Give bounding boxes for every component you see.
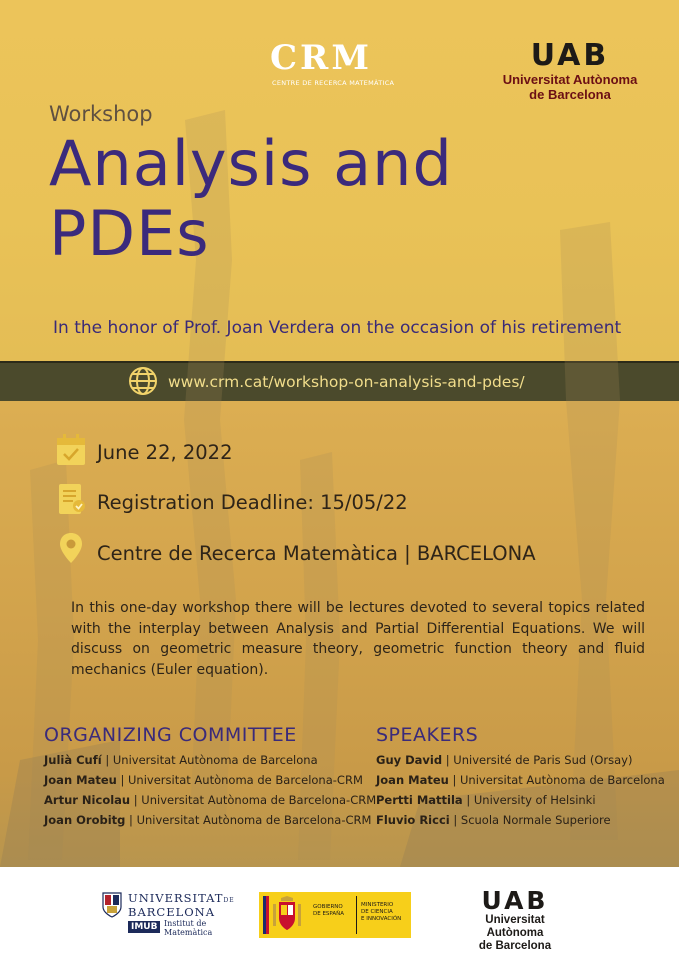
ub-crest-icon bbox=[102, 892, 122, 918]
ub-imub-logo bbox=[100, 888, 235, 944]
list-item bbox=[376, 790, 665, 810]
organizing-committee-heading: ORGANIZING COMMITTEE bbox=[44, 724, 297, 746]
title-line-2: PDEs bbox=[49, 197, 210, 270]
member-affiliation: | Universitat Autònoma de Barcelona bbox=[101, 753, 318, 767]
workshop-title bbox=[49, 127, 609, 270]
crm-wordmark: CRM bbox=[270, 38, 372, 78]
list-item bbox=[44, 810, 376, 830]
registration-deadline: Registration Deadline: 15/05/22 bbox=[97, 491, 408, 514]
registration-form-icon bbox=[55, 482, 87, 516]
imub-line2: Matemàtica bbox=[164, 928, 213, 937]
ub-name-line2: BARCELONA bbox=[128, 905, 216, 919]
ministerio-line1: MINISTERIO bbox=[361, 902, 394, 908]
list-item bbox=[44, 750, 376, 770]
calendar-icon bbox=[55, 433, 87, 467]
ministerio-line2: DE CIENCIA bbox=[361, 909, 393, 915]
gobierno-line2: DE ESPAÑA bbox=[313, 911, 345, 917]
gobierno-line1: GOBIERNO bbox=[313, 904, 343, 910]
workshop-description: In this one-day workshop there will be lectures devoted to several topics related with the interplay between Analysis and Partial Differential Equations. We will discuss on geometric measure theory, geometric function theory and fluid mechanics (Euler equation). bbox=[71, 600, 645, 678]
ub-name-line1: UNIVERSITAT bbox=[128, 891, 224, 905]
spain-coat-of-arms-icon bbox=[263, 896, 305, 934]
uab-logo-header bbox=[495, 40, 645, 102]
organizing-committee-list bbox=[44, 750, 376, 830]
member-name: Joan Mateu bbox=[44, 773, 117, 787]
speaker-name: Fluvio Ricci bbox=[376, 813, 450, 827]
workshop-kicker: Workshop bbox=[49, 102, 153, 126]
member-name: Joan Orobitg bbox=[44, 813, 126, 827]
uab-name-line2: de Barcelona bbox=[529, 87, 611, 102]
uab-footer-name-line1: Universitat Autònoma bbox=[485, 914, 545, 939]
gobierno-espana-logo bbox=[259, 892, 411, 938]
crm-logo bbox=[270, 40, 415, 90]
workshop-url-link[interactable]: www.crm.cat/workshop-on-analysis-and-pdes/ bbox=[168, 373, 525, 391]
member-name: Artur Nicolau bbox=[44, 793, 131, 807]
speaker-affiliation: | Universitat Autònoma de Barcelona bbox=[448, 773, 665, 787]
imub-line1: Institut de bbox=[164, 919, 207, 928]
speaker-name: Guy David bbox=[376, 753, 443, 767]
member-affiliation: | Universitat Autònoma de Barcelona-CRM bbox=[125, 813, 372, 827]
ub-name-de: DE bbox=[223, 897, 235, 904]
speakers-list bbox=[376, 750, 665, 830]
event-location: Centre de Recerca Matemàtica | BARCELONA bbox=[97, 542, 536, 565]
gov-logo-divider bbox=[356, 896, 357, 934]
globe-icon bbox=[127, 365, 159, 397]
list-item bbox=[376, 810, 665, 830]
speaker-name: Pertti Mattila bbox=[376, 793, 463, 807]
speaker-affiliation: | Université de Paris Sud (Orsay) bbox=[442, 753, 633, 767]
member-affiliation: | Universitat Autònoma de Barcelona-CRM bbox=[130, 793, 377, 807]
map-pin-icon bbox=[55, 531, 87, 565]
speaker-affiliation: | University of Helsinki bbox=[462, 793, 596, 807]
speakers-heading: SPEAKERS bbox=[376, 724, 479, 746]
imub-badge: IMUB bbox=[128, 921, 160, 933]
speaker-name: Joan Mateu bbox=[376, 773, 449, 787]
title-line-1: Analysis and bbox=[49, 127, 453, 200]
member-affiliation: | Universitat Autònoma de Barcelona-CRM bbox=[116, 773, 363, 787]
list-item bbox=[376, 770, 665, 790]
list-item bbox=[376, 750, 665, 770]
member-name: Julià Cufí bbox=[44, 753, 102, 767]
list-item bbox=[44, 790, 376, 810]
ministerio-line3: E INNOVACIÓN bbox=[361, 916, 402, 922]
crm-logo-subtitle: CENTRE DE RECERCA MATEMÀTICA bbox=[272, 79, 395, 87]
honor-subtitle: In the honor of Prof. Joan Verdera on the occasion of his retirement bbox=[53, 318, 622, 338]
uab-logo-footer bbox=[460, 888, 570, 953]
uab-name-line1: Universitat Autònoma bbox=[502, 72, 638, 87]
uab-wordmark: UAB bbox=[530, 38, 610, 73]
list-item bbox=[44, 770, 376, 790]
speaker-affiliation: | Scuola Normale Superiore bbox=[449, 813, 611, 827]
uab-footer-wordmark: UAB bbox=[481, 886, 549, 915]
event-date: June 22, 2022 bbox=[97, 441, 233, 464]
uab-footer-name-line2: de Barcelona bbox=[478, 940, 552, 952]
